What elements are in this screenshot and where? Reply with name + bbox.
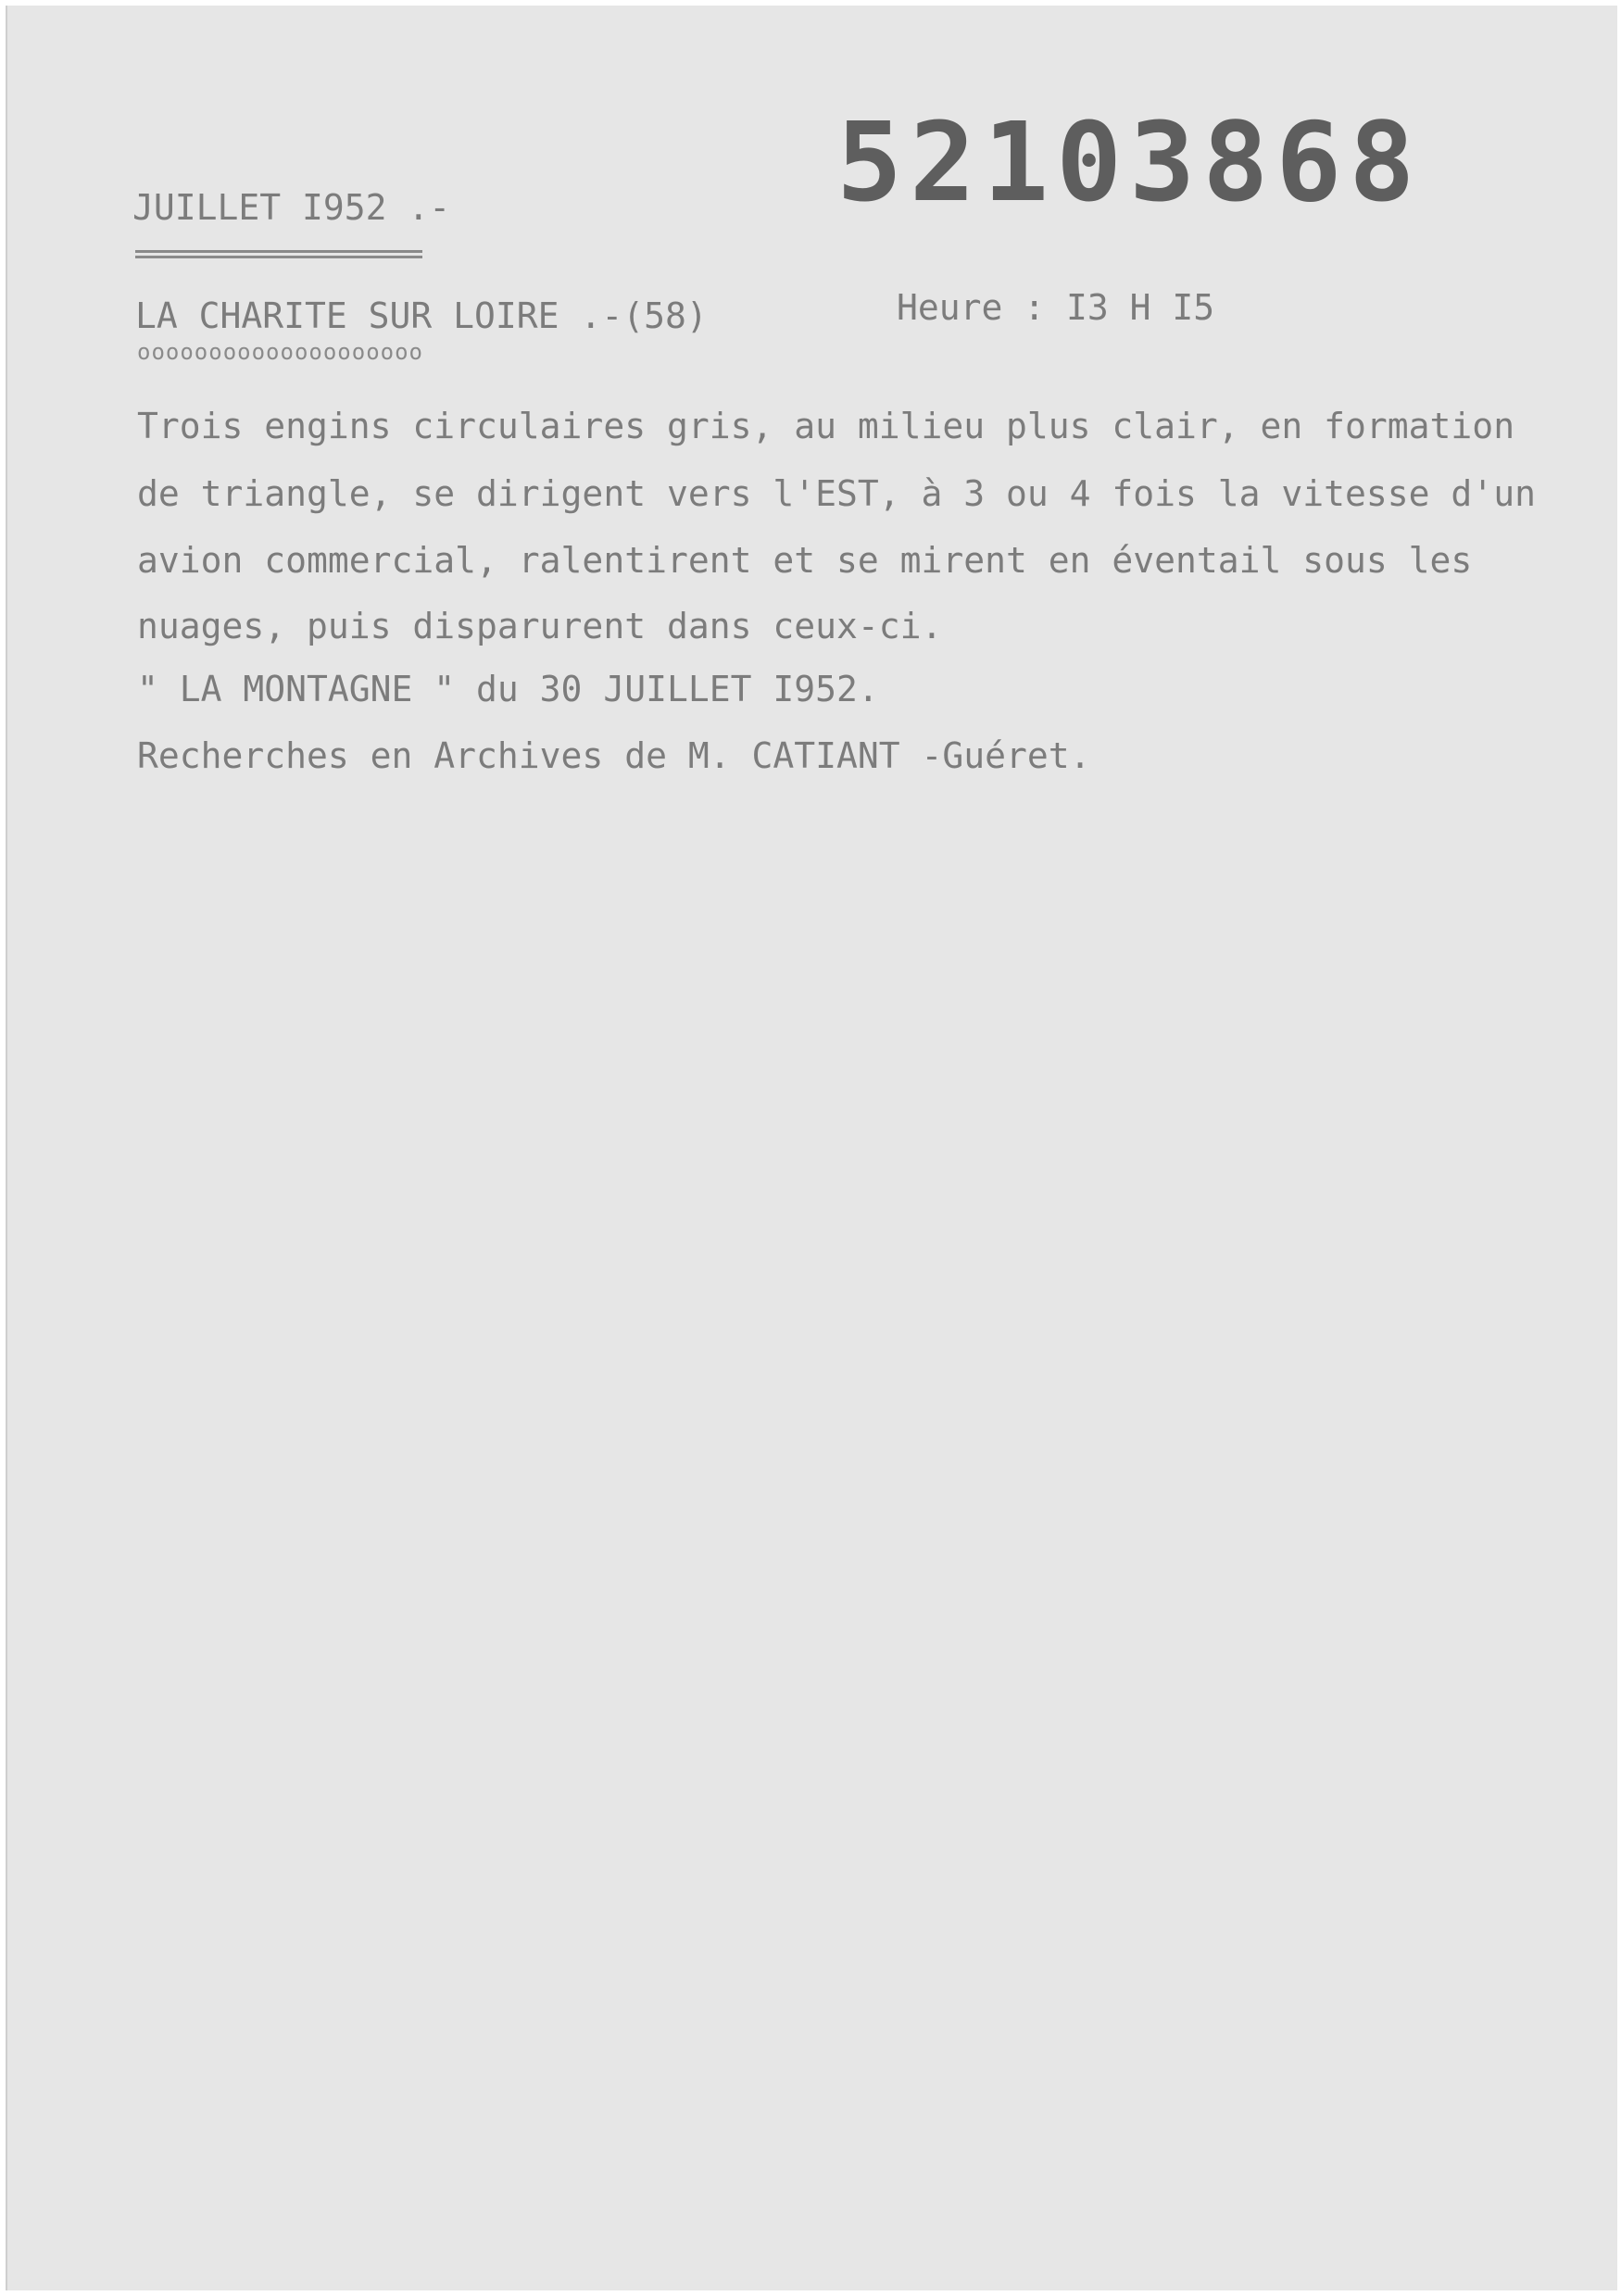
body-line: Trois engins circulaires gris, au milieu plus clair, en formation: [137, 406, 1515, 446]
date-header-underline: [135, 250, 422, 258]
document-page: [6, 6, 1617, 2290]
research-credit: Recherches en Archives de M. CATIANT -Guéret.: [137, 735, 1091, 776]
body-line: de triangle, se dirigent vers l'EST, à 3 ou 4 fois la vitesse d'un: [137, 473, 1536, 514]
source-citation: " LA MONTAGNE " du 30 JUILLET I952.: [137, 669, 879, 709]
location-heading: LA CHARITE SUR LOIRE .-(58): [135, 295, 708, 336]
document-number-stamp: 52103868: [836, 98, 1423, 226]
time-label: Heure : I3 H I5: [897, 287, 1215, 328]
date-header: JUILLET I952 .-: [132, 187, 451, 228]
location-underline: oooooooooooooooooooo: [137, 339, 423, 365]
body-line: nuages, puis disparurent dans ceux-ci.: [137, 606, 943, 646]
body-line: avion commercial, ralentirent et se mirent en éventail sous les: [137, 540, 1473, 581]
